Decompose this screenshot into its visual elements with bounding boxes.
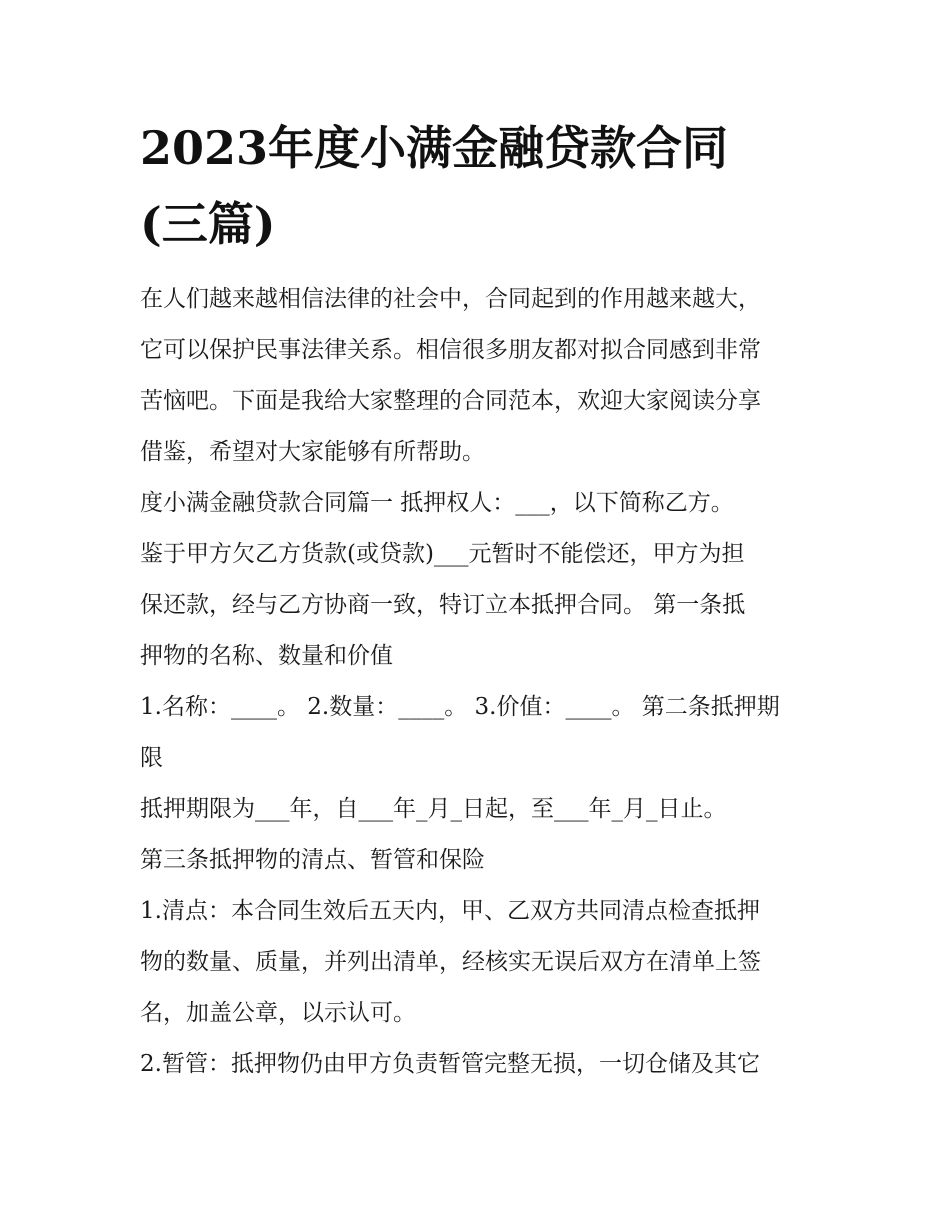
title-line-2: (三篇) xyxy=(140,197,276,251)
body-line: 保还款，经与乙方协商一致，特订立本抵押合同。 第一条抵 xyxy=(140,592,746,618)
title-line-1: 2023年度小满金融贷款合同 xyxy=(140,121,729,175)
body-line: 借鉴，希望对大家能够有所帮助。 xyxy=(140,439,485,465)
body-line: 在人们越来越相信法律的社会中，合同起到的作用越来越大， xyxy=(140,286,761,312)
body-line: 第三条抵押物的清点、暂管和保险 xyxy=(140,847,485,873)
body-line: 抵押期限为___年，自___年_月_日起，至___年_月_日止。 xyxy=(140,796,727,822)
body-line: 名，加盖公章，以示认可。 xyxy=(140,1000,416,1026)
body-line: 鉴于甲方欠乙方货款(或贷款)___元暂时不能偿还，甲方为担 xyxy=(140,541,745,567)
body-line: 度小满金融贷款合同篇一 抵押权人：___，以下简称乙方。 xyxy=(140,490,734,516)
body-line: 它可以保护民事法律关系。相信很多朋友都对拟合同感到非常 xyxy=(140,337,761,363)
body-line: 物的数量、质量，并列出清单，经核实无误后双方在清单上签 xyxy=(140,949,761,975)
body-line: 1.名称：____。 2.数量：____。 3.价值：____。 第二条抵押期 xyxy=(140,694,780,720)
body-line: 限 xyxy=(140,745,163,771)
document-title xyxy=(140,110,820,262)
body-line: 苦恼吧。下面是我给大家整理的合同范本，欢迎大家阅读分享 xyxy=(140,388,761,414)
document-body xyxy=(140,274,820,1090)
body-line: 1.清点：本合同生效后五天内，甲、乙双方共同清点检查抵押 xyxy=(140,898,760,924)
body-line: 2.暂管：抵押物仍由甲方负责暂管完整无损，一切仓储及其它 xyxy=(140,1051,760,1077)
body-line: 押物的名称、数量和价值 xyxy=(140,643,393,669)
